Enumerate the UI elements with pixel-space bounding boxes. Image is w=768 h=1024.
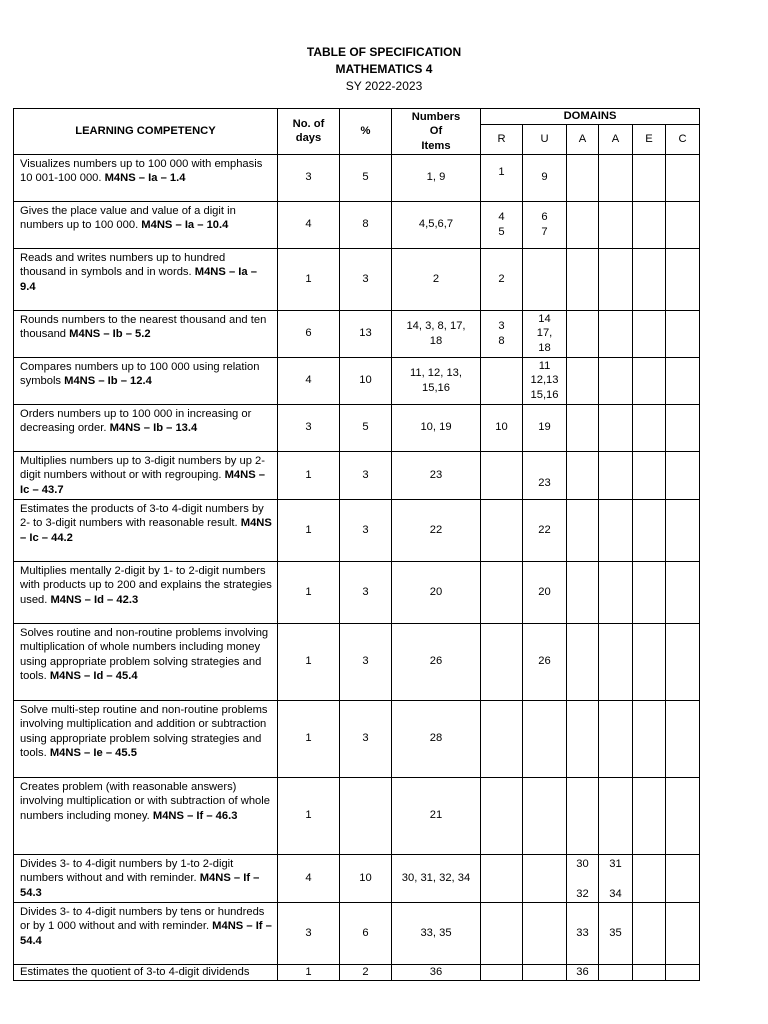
document-title: TABLE OF SPECIFICATION xyxy=(306,45,462,59)
days-cell: 3 xyxy=(278,902,340,964)
items-cell: 14, 3, 8, 17, 18 xyxy=(392,310,481,357)
percent-cell: 10 xyxy=(340,357,392,404)
domain-u-cell xyxy=(523,964,567,980)
domain-u-value: 14 17, 18 xyxy=(536,312,553,354)
items-cell: 28 xyxy=(392,700,481,777)
domain-a2-cell xyxy=(599,201,633,248)
days-cell: 1 xyxy=(278,700,340,777)
domain-u-cell: 20 xyxy=(523,561,567,623)
domain-e-cell xyxy=(633,700,666,777)
competency-cell xyxy=(14,201,278,248)
domain-r-value: 4 5 xyxy=(498,211,505,238)
competency-cell xyxy=(14,777,278,854)
table-row xyxy=(14,154,700,201)
competency-cell xyxy=(14,248,278,310)
days-cell: 4 xyxy=(278,357,340,404)
competency-text: Creates problem (with reasonable answers) involving multiplication or with subtraction of whole numbers including money. xyxy=(20,780,270,822)
header-domain-c: C xyxy=(666,124,700,154)
items-cell: 4,5,6,7 xyxy=(392,201,481,248)
days-cell: 1 xyxy=(278,777,340,854)
domain-u-cell: 9 xyxy=(523,154,567,201)
domain-r-cell xyxy=(481,561,523,623)
domain-u-cell xyxy=(523,310,567,357)
domain-a2-cell xyxy=(599,499,633,561)
header-domain-u: U xyxy=(523,124,567,154)
header-learning-competency: LEARNING COMPETENCY xyxy=(14,109,278,155)
domain-a2-value: 31 xyxy=(609,857,622,870)
days-cell: 1 xyxy=(278,964,340,980)
domain-a1-cell xyxy=(567,561,599,623)
header-no-of-days xyxy=(278,109,340,155)
specification-table xyxy=(13,108,700,981)
domain-a2-cell xyxy=(599,623,633,700)
items-cell: 10, 19 xyxy=(392,404,481,451)
competency-cell xyxy=(14,854,278,902)
competency-cell xyxy=(14,902,278,964)
percent-cell: 3 xyxy=(340,248,392,310)
domain-a1-cell xyxy=(567,154,599,201)
domain-a1-cell: 36 xyxy=(567,964,599,980)
table-row xyxy=(14,451,700,499)
table-row xyxy=(14,902,700,964)
table-row xyxy=(14,854,700,902)
domain-e-cell xyxy=(633,854,666,902)
competency-text: Multiplies numbers up to 3-digit numbers by up 2-digit numbers without or with regrouping. xyxy=(20,454,265,481)
table-row xyxy=(14,404,700,451)
domain-e-cell xyxy=(633,902,666,964)
competency-code: M4NS – Ic – 43.7 xyxy=(20,469,266,496)
percent-cell xyxy=(340,777,392,854)
table-row xyxy=(14,357,700,404)
days-cell: 1 xyxy=(278,561,340,623)
percent-cell: 3 xyxy=(340,451,392,499)
domain-a1-cell xyxy=(567,623,599,700)
competency-code: M4NS – Ia – 1.4 xyxy=(104,172,186,184)
table-row xyxy=(14,248,700,310)
header-items-line3: Items xyxy=(421,139,451,152)
competency-cell xyxy=(14,499,278,561)
domain-r-cell xyxy=(481,854,523,902)
items-cell: 11, 12, 13, 15,16 xyxy=(392,357,481,404)
items-cell: 26 xyxy=(392,623,481,700)
competency-cell xyxy=(14,561,278,623)
domain-c-cell xyxy=(666,248,700,310)
competency-cell xyxy=(14,964,278,980)
domain-e-cell xyxy=(633,623,666,700)
domain-a1-cell xyxy=(567,854,599,902)
competency-cell xyxy=(14,154,278,201)
percent-cell: 2 xyxy=(340,964,392,980)
percent-cell: 13 xyxy=(340,310,392,357)
competency-code: M4NS – If – 54.4 xyxy=(20,920,272,947)
header-domain-r: R xyxy=(481,124,523,154)
header-domain-e: E xyxy=(633,124,666,154)
competency-cell xyxy=(14,357,278,404)
table-row xyxy=(14,499,700,561)
domain-c-cell xyxy=(666,700,700,777)
domain-a2-cell xyxy=(599,404,633,451)
competency-text: Estimates the quotient of 3-to 4-digit dividends xyxy=(20,965,250,978)
domain-u-cell xyxy=(523,357,567,404)
competency-cell xyxy=(14,700,278,777)
items-cell: 30, 31, 32, 34 xyxy=(392,854,481,902)
domain-c-cell xyxy=(666,154,700,201)
domain-e-cell xyxy=(633,561,666,623)
competency-text: Solve multi-step routine and non-routine problems involving multiplication and addition or subtraction using appropriate problem solving strategies and tools. xyxy=(20,703,268,759)
percent-cell: 5 xyxy=(340,154,392,201)
domain-r-cell: 1 xyxy=(481,154,523,201)
days-cell: 4 xyxy=(278,854,340,902)
domain-u-value: 6 7 xyxy=(541,211,548,238)
table-row xyxy=(14,623,700,700)
domain-e-cell xyxy=(633,404,666,451)
items-cell: 20 xyxy=(392,561,481,623)
competency-cell xyxy=(14,310,278,357)
header-percent: % xyxy=(340,109,392,155)
domain-c-cell xyxy=(666,451,700,499)
domain-a2-cell xyxy=(599,310,633,357)
domain-r-value: 3 8 xyxy=(498,320,505,347)
domain-c-cell xyxy=(666,499,700,561)
domain-r-cell xyxy=(481,964,523,980)
domain-u-cell: 26 xyxy=(523,623,567,700)
domain-e-cell xyxy=(633,777,666,854)
competency-text: Compares numbers up to 100 000 using relation symbols xyxy=(20,360,260,387)
domain-a2-cell xyxy=(599,561,633,623)
competency-text: Estimates the products of 3-to 4-digit numbers by 2- to 3-digit numbers with reasonable result. xyxy=(20,502,264,529)
days-cell: 6 xyxy=(278,310,340,357)
percent-cell: 3 xyxy=(340,700,392,777)
competency-text: Reads and writes numbers up to hundred thousand in symbols and in words. xyxy=(20,251,226,278)
competency-cell xyxy=(14,623,278,700)
domain-e-cell xyxy=(633,310,666,357)
domain-e-cell xyxy=(633,357,666,404)
domain-c-cell xyxy=(666,201,700,248)
competency-text: Divides 3- to 4-digit numbers by 1-to 2-digit numbers without and with reminder. xyxy=(20,857,234,884)
domain-a1-cell xyxy=(567,357,599,404)
domain-a2-cell xyxy=(599,964,633,980)
domain-a2-cell xyxy=(599,700,633,777)
items-cell: 21 xyxy=(392,777,481,854)
domain-a2-cell xyxy=(599,777,633,854)
days-cell: 1 xyxy=(278,451,340,499)
competency-code: M4NS – Ia – 9.4 xyxy=(20,266,257,293)
percent-cell: 10 xyxy=(340,854,392,902)
domain-a2-cell xyxy=(599,248,633,310)
items-cell: 23 xyxy=(392,451,481,499)
percent-cell: 5 xyxy=(340,404,392,451)
competency-code: M4NS – Ib – 5.2 xyxy=(69,328,151,340)
table-row xyxy=(14,964,700,980)
domain-u-value: 11 12,13 15,16 xyxy=(530,359,559,401)
domain-u-cell xyxy=(523,248,567,310)
domain-r-cell xyxy=(481,499,523,561)
domain-c-cell xyxy=(666,310,700,357)
domain-u-cell xyxy=(523,777,567,854)
domain-u-cell xyxy=(523,700,567,777)
domain-r-cell xyxy=(481,451,523,499)
domain-r-cell xyxy=(481,201,523,248)
domain-c-cell xyxy=(666,964,700,980)
items-cell: 33, 35 xyxy=(392,902,481,964)
table-row xyxy=(14,310,700,357)
domain-a1-cell xyxy=(567,499,599,561)
domain-a1-value-2: 32 xyxy=(576,888,589,900)
days-cell: 1 xyxy=(278,499,340,561)
competency-text: Visualizes numbers up to 100 000 with emphasis 10 001-100 000. xyxy=(20,157,263,184)
competency-code: M4NS – Id – 42.3 xyxy=(50,593,139,606)
domain-a1-cell xyxy=(567,404,599,451)
domain-r-cell: 10 xyxy=(481,404,523,451)
competency-text: Rounds numbers to the nearest thousand and ten thousand xyxy=(20,313,267,340)
domain-e-cell xyxy=(633,964,666,980)
items-cell: 22 xyxy=(392,499,481,561)
document-subject: MATHEMATICS 4 xyxy=(335,62,433,76)
header-domain-a2: A xyxy=(599,124,633,154)
header-domains: DOMAINS xyxy=(481,109,700,125)
domain-e-cell xyxy=(633,451,666,499)
competency-text: Solves routine and non-routine problems involving multiplication of whole numbers including money using appropriate problem solving strategies and tools. xyxy=(20,626,269,682)
table-row xyxy=(14,777,700,854)
competency-text: Divides 3- to 4-digit numbers by tens or hundreds or by 1 000 without and with reminder. xyxy=(20,905,265,932)
school-year: SY 2022-2023 xyxy=(345,79,423,93)
percent-cell: 8 xyxy=(340,201,392,248)
domain-e-cell xyxy=(633,201,666,248)
competency-cell xyxy=(14,451,278,499)
competency-code: M4NS – If – 54.3 xyxy=(20,872,260,899)
competency-code: M4NS – Ic – 44.2 xyxy=(20,517,272,544)
days-cell: 3 xyxy=(278,154,340,201)
domain-e-cell xyxy=(633,248,666,310)
header-items-line2: Of xyxy=(429,125,443,137)
domain-a2-value-2: 34 xyxy=(609,888,622,900)
competency-code: M4NS – Ia – 10.4 xyxy=(141,219,229,231)
domain-r-cell xyxy=(481,777,523,854)
days-cell: 1 xyxy=(278,248,340,310)
items-cell: 1, 9 xyxy=(392,154,481,201)
domain-u-cell xyxy=(523,902,567,964)
domain-r-cell xyxy=(481,310,523,357)
domain-a1-cell xyxy=(567,248,599,310)
domain-c-cell xyxy=(666,777,700,854)
header-items-line1: Numbers xyxy=(411,110,461,123)
domain-a1-cell xyxy=(567,451,599,499)
domain-a1-cell xyxy=(567,310,599,357)
domain-r-cell xyxy=(481,700,523,777)
domain-c-cell xyxy=(666,854,700,902)
competency-code: M4NS – If – 46.3 xyxy=(152,809,238,822)
header-days-line1: No. of xyxy=(292,117,325,130)
domain-a1-cell xyxy=(567,777,599,854)
domain-r-cell: 2 xyxy=(481,248,523,310)
competency-text: Multiplies mentally 2-digit by 1- to 2-digit numbers with products up to 200 and explains the strategies used. xyxy=(20,564,272,606)
competency-text: Gives the place value and value of a digit in numbers up to 100 000. xyxy=(20,204,236,231)
percent-cell: 6 xyxy=(340,902,392,964)
domain-a2-cell: 35 xyxy=(599,902,633,964)
days-cell: 1 xyxy=(278,623,340,700)
header-domain-a1: A xyxy=(567,124,599,154)
domain-c-cell xyxy=(666,623,700,700)
domain-e-cell xyxy=(633,499,666,561)
days-cell: 3 xyxy=(278,404,340,451)
domain-c-cell xyxy=(666,404,700,451)
domain-u-cell xyxy=(523,854,567,902)
days-cell: 4 xyxy=(278,201,340,248)
competency-text: Orders numbers up to 100 000 in increasing or decreasing order. xyxy=(20,407,252,434)
domain-c-cell xyxy=(666,902,700,964)
percent-cell: 3 xyxy=(340,623,392,700)
domain-u-cell xyxy=(523,201,567,248)
domain-c-cell xyxy=(666,561,700,623)
domain-a1-cell xyxy=(567,700,599,777)
competency-code: M4NS – Ib – 12.4 xyxy=(64,375,152,387)
domain-a1-cell xyxy=(567,201,599,248)
domain-r-cell xyxy=(481,623,523,700)
table-row xyxy=(14,561,700,623)
domain-c-cell xyxy=(666,357,700,404)
items-cell: 2 xyxy=(392,248,481,310)
competency-code: M4NS – Id – 45.4 xyxy=(49,670,138,682)
table-row xyxy=(14,700,700,777)
items-cell: 36 xyxy=(392,964,481,980)
domain-a2-cell xyxy=(599,854,633,902)
header-number-of-items xyxy=(392,109,481,155)
domain-e-cell xyxy=(633,154,666,201)
competency-cell xyxy=(14,404,278,451)
domain-u-cell: 23 xyxy=(523,451,567,499)
domain-a1-value: 30 xyxy=(576,857,589,870)
competency-code: M4NS – Ib – 13.4 xyxy=(109,422,198,434)
domain-a2-cell xyxy=(599,451,633,499)
header-days-line2: days xyxy=(295,132,322,145)
percent-cell: 3 xyxy=(340,499,392,561)
domain-r-cell xyxy=(481,902,523,964)
domain-a2-cell xyxy=(599,154,633,201)
domain-r-cell xyxy=(481,357,523,404)
domain-a2-cell xyxy=(599,357,633,404)
competency-code: M4NS – Ie – 45.5 xyxy=(49,747,137,759)
percent-cell: 3 xyxy=(340,561,392,623)
domain-u-cell: 22 xyxy=(523,499,567,561)
table-row xyxy=(14,201,700,248)
domain-u-cell: 19 xyxy=(523,404,567,451)
domain-a1-cell: 33 xyxy=(567,902,599,964)
